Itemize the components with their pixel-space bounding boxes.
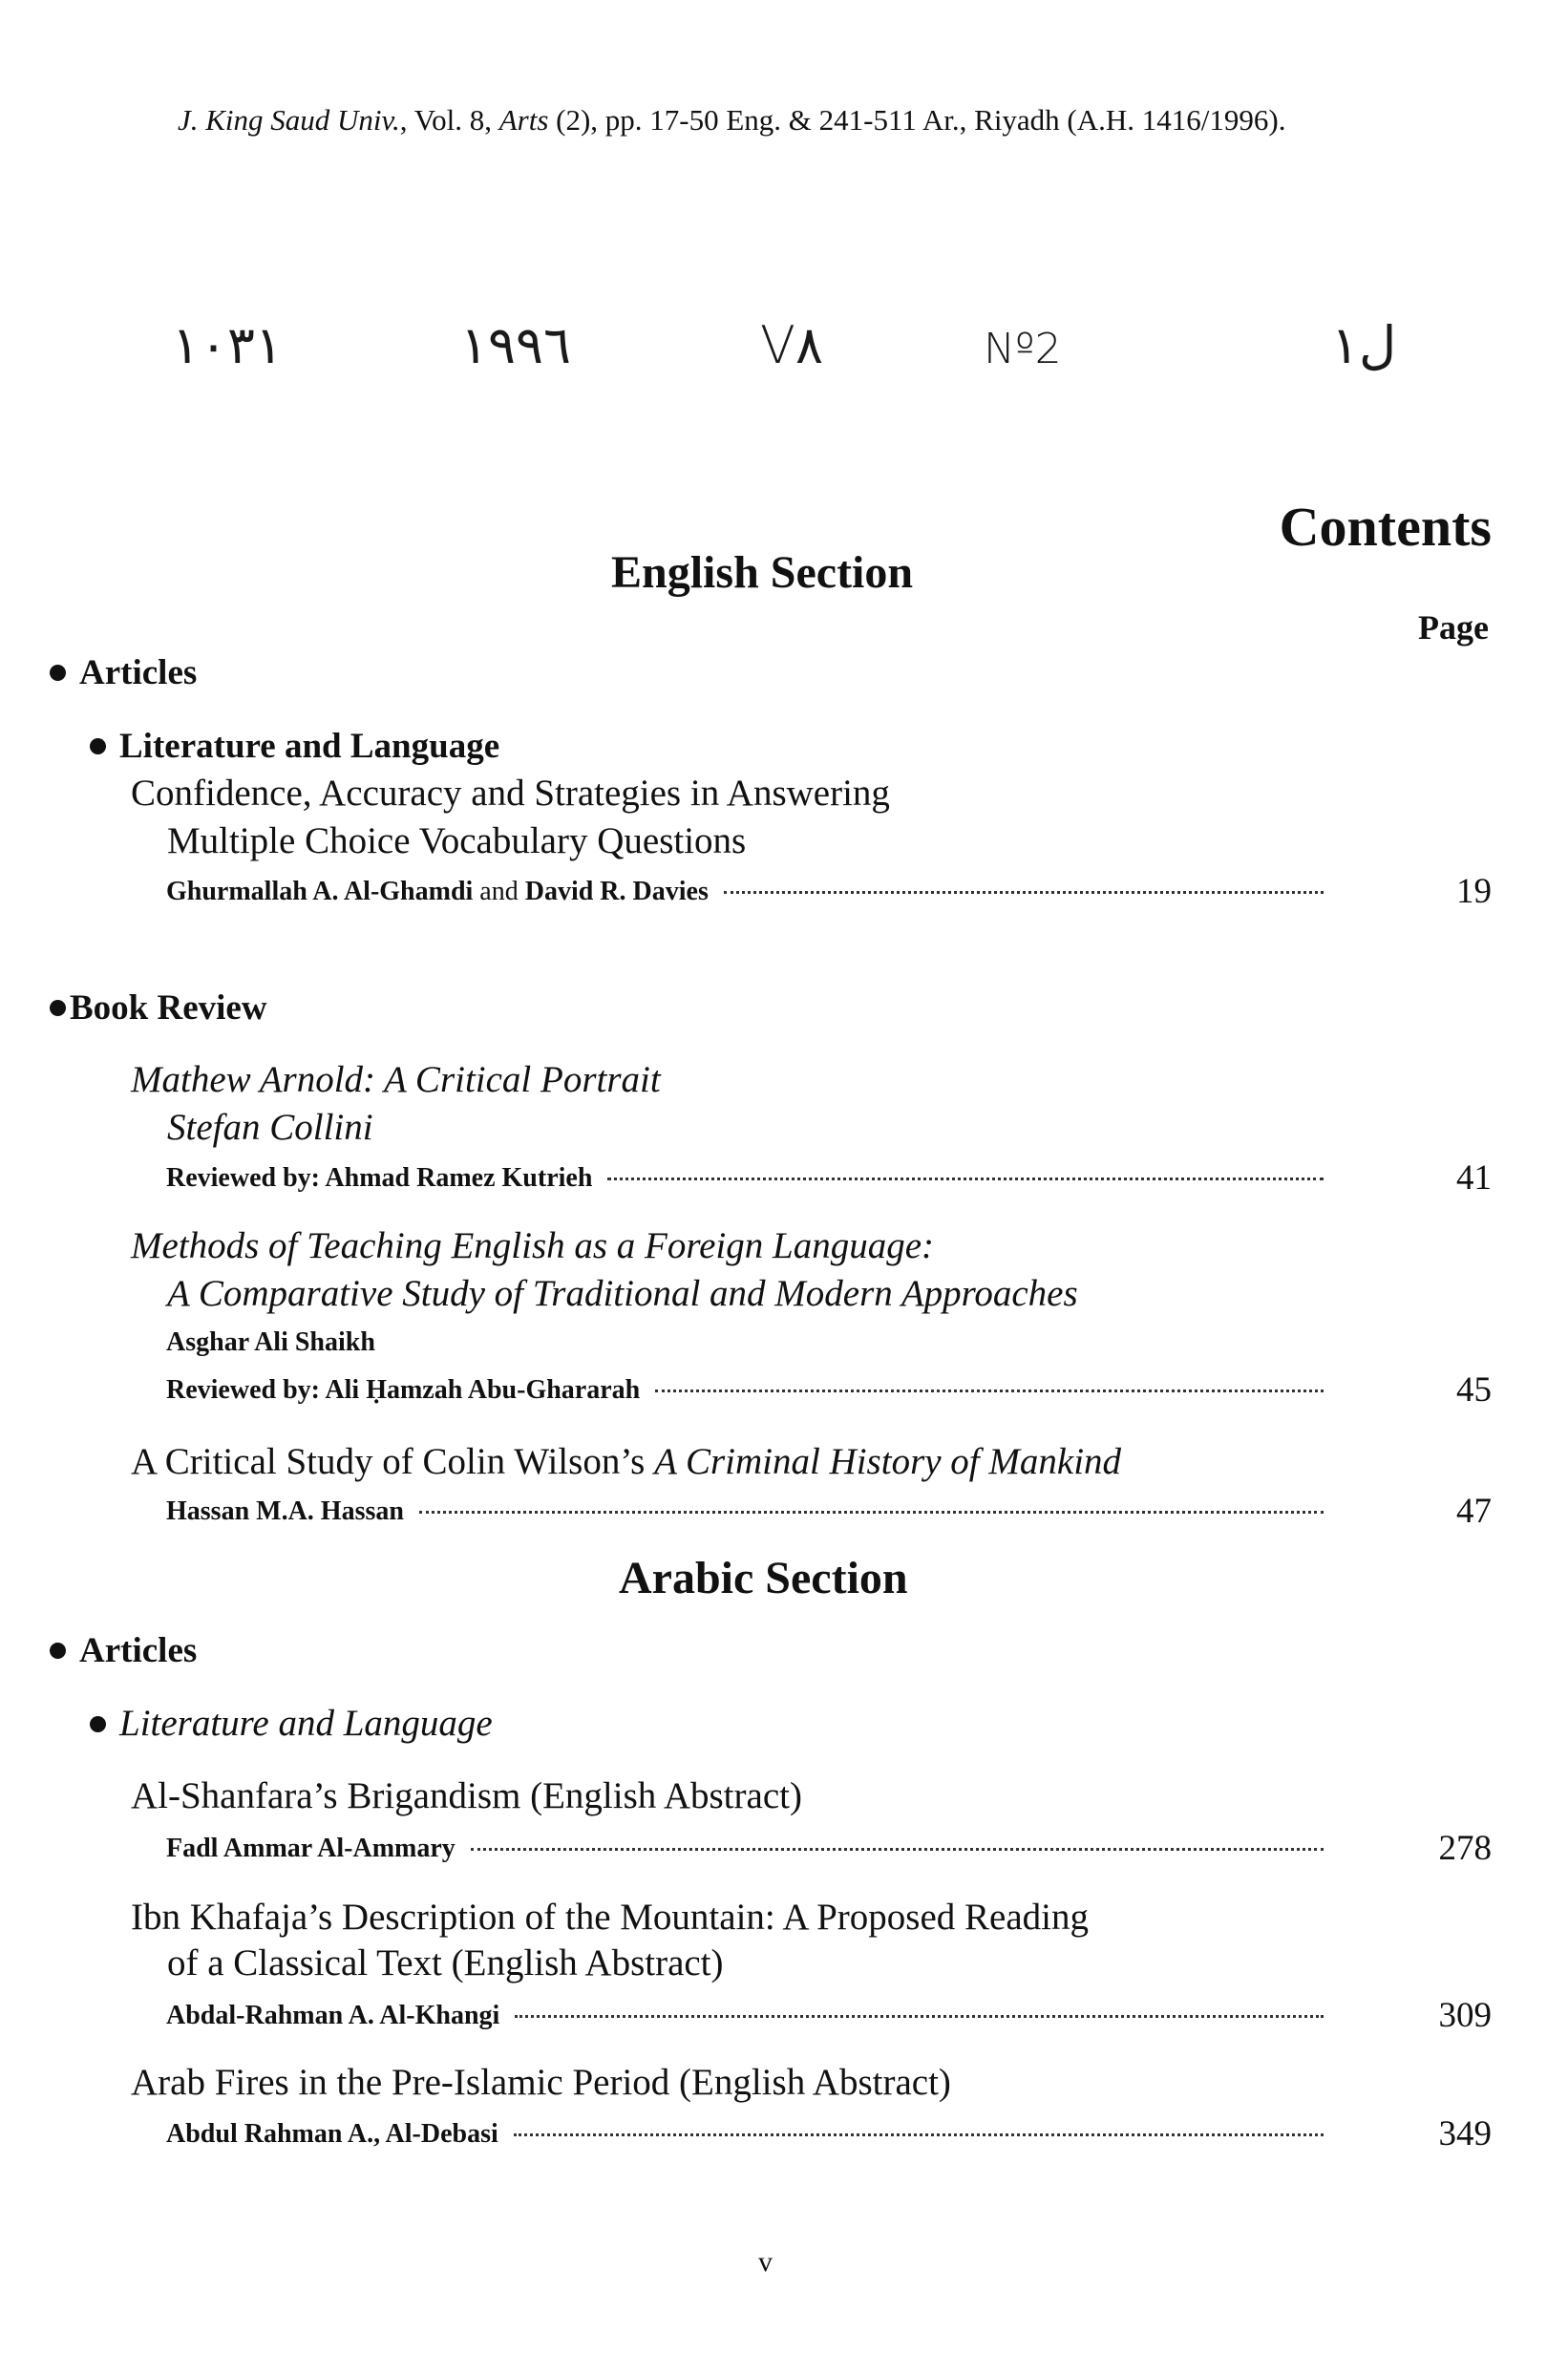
author-name: Abdal-Rahman A. Al-Khangi [166,2001,500,2030]
toc-author-row [166,2119,1333,2150]
articles-label: Articles [79,653,198,692]
dot-leader [515,2013,1324,2018]
article-title-line: of a Classical Text (English Abstract) [167,1942,724,1984]
dot-leader [419,1509,1324,1514]
book-review-heading [50,987,267,1029]
page-number: 278 [1438,1829,1492,1868]
author-name: Abdul Rahman A., Al-Debasi [166,2119,498,2149]
reviewer-name: Reviewed by: Ali Ḥamzah Abu-Ghararah [166,1375,641,1405]
dot-leader [471,1846,1324,1851]
review-title-line [131,1440,1121,1483]
page-number: 41 [1456,1158,1492,1198]
journal-pages: (2), pp. 17-50 Eng. & 241-511 Ar., Riyadh (A.H. 1416/1996). [548,103,1286,137]
page-number: 45 [1456,1370,1492,1410]
review-title-italic: A Criminal History of Mankind [654,1441,1122,1482]
page-number: 309 [1438,1996,1492,2035]
journal-series: Arts [498,103,549,137]
footer-page-number: v [758,2246,773,2278]
subcategory-heading [90,726,499,767]
articles-heading [50,652,197,693]
author-name: David R. Davies [524,877,709,906]
handwritten-volume: V٨ [760,315,823,375]
subcategory-label: Literature and Language [119,1703,493,1744]
journal-volume: , Vol. 8, [399,103,499,137]
author-conjunction: and [473,877,525,906]
review-author-line: Stefan Collini [167,1107,373,1148]
bullet-icon [90,1716,106,1732]
article-authors [166,877,709,907]
journal-citation [178,103,1285,138]
dot-leader [655,1388,1324,1392]
contents-title: Contents [1279,496,1492,558]
book-review-label: Book Review [70,988,267,1028]
reviewer-name: Reviewed by: Ahmad Ramez Kutrieh [166,1163,593,1193]
articles-label: Articles [79,1631,198,1670]
review-title-line: Methods of Teaching English as a Foreign Language: [131,1225,934,1266]
book-author: Asghar Ali Shaikh [166,1327,375,1357]
subcategory-label: Literature and Language [119,727,500,766]
handwritten-year: ١٩٩٦ [460,315,572,375]
articles-heading [50,1630,197,1671]
subcategory-heading [90,1702,493,1745]
arabic-section-title: Arabic Section [619,1553,908,1603]
toc-author-row [166,877,1333,907]
handwritten-number-1: ١٠٣١ [172,315,284,375]
toc-author-row [166,1496,1333,1527]
page-column-label: Page [1418,608,1489,647]
article-title-line: Al-Shanfara’s Brigandism (English Abstract) [131,1775,802,1816]
handwritten-issue: Nº2 [984,325,1062,373]
page-number: 19 [1456,872,1492,911]
article-title-line: Confidence, Accuracy and Strategies in Answering [131,773,890,814]
bullet-icon [50,1643,66,1659]
article-title-line: Ibn Khafaja’s Description of the Mountain: A Proposed Reading [131,1897,1089,1938]
toc-author-row [166,1163,1333,1194]
bullet-icon [90,738,106,754]
english-section-title: English Section [611,547,914,598]
bullet-icon [50,665,66,681]
dot-leader [607,1176,1324,1180]
article-title-line: Multiple Choice Vocabulary Questions [167,820,747,861]
author-name: Hassan M.A. Hassan [166,1496,404,1526]
article-title-line: Arab Fires in the Pre-Islamic Period (English Abstract) [131,2062,951,2103]
toc-author-row [166,1375,1333,1406]
review-title-line: A Comparative Study of Traditional and Modern Approaches [167,1273,1078,1314]
journal-name: J. King Saud Univ. [178,103,400,137]
toc-author-row [166,1834,1333,1864]
author-name: Ghurmallah A. Al-Ghamdi [166,877,474,906]
toc-author-row [166,2001,1333,2031]
review-title-plain: A Critical Study of Colin Wilson’s [131,1441,655,1482]
dot-leader [724,889,1324,894]
dot-leader [514,2132,1324,2136]
page-number: 349 [1438,2114,1492,2153]
review-title-line: Mathew Arnold: A Critical Portrait [131,1059,661,1100]
page-number: 47 [1456,1492,1492,1531]
author-name: Fadl Ammar Al-Ammary [166,1834,456,1863]
handwritten-code: ل١ [1331,315,1397,375]
bullet-icon [50,1000,66,1016]
